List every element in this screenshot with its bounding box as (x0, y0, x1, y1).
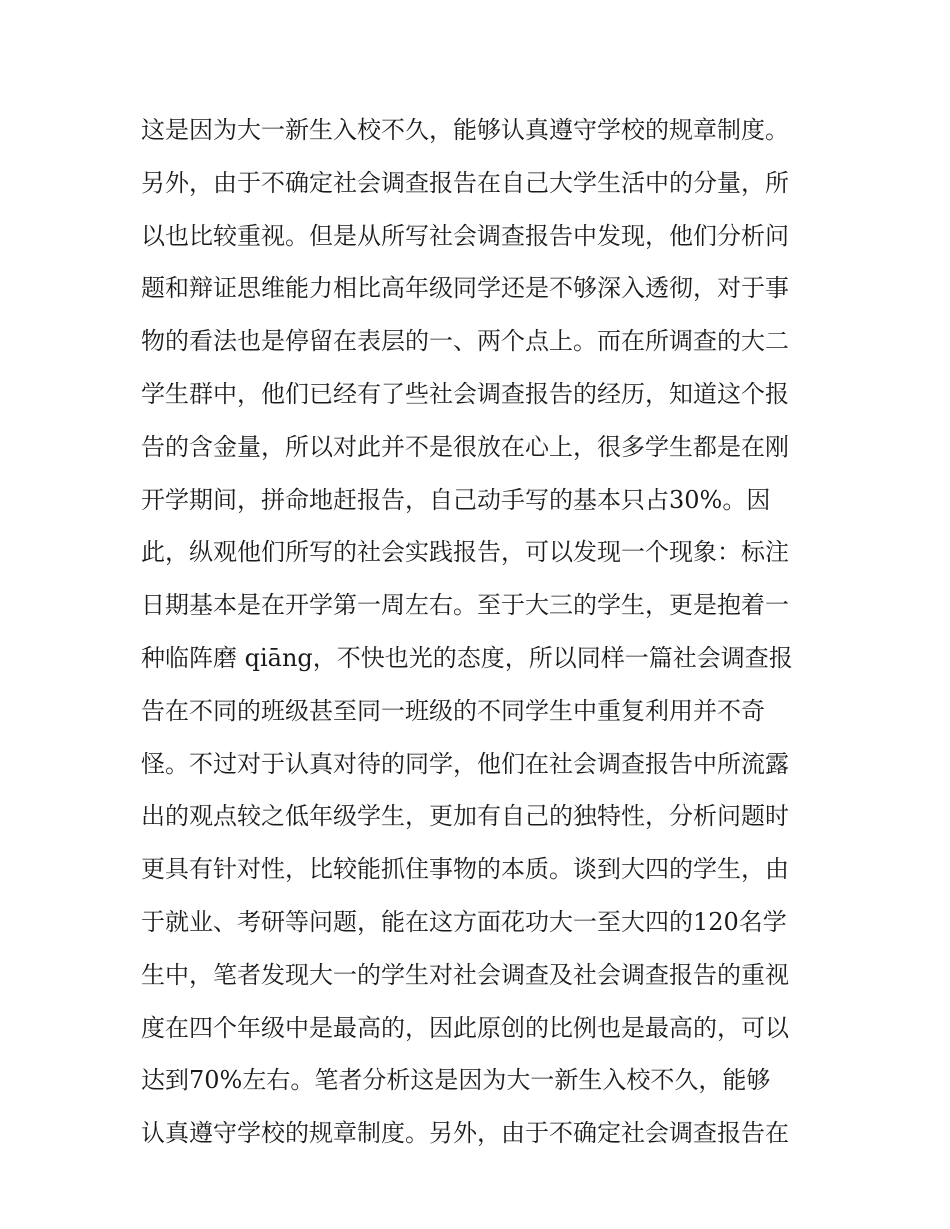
text-line: 怪。不过对于认真对待的同学，他们在社会调查报告中所流露 (141, 749, 789, 778)
text-line: 达到70%左右。笔者分析这是因为大一新生入校不久，能够 (141, 1066, 771, 1095)
text-line: 告在不同的班级甚至同一班级的不同学生中重复利用并不奇 (141, 696, 765, 725)
text-line: 另外，由于不确定社会调查报告在自己大学生活中的分量，所 (141, 168, 789, 197)
text-line: 题和辩证思维能力相比高年级同学还是不够深入透彻，对于事 (141, 274, 789, 303)
text-line: 告的含金量，所以对此并不是很放在心上，很多学生都是在刚 (141, 432, 789, 461)
text-line: 此，纵观他们所写的社会实践报告，可以发现一个现象：标注 (141, 538, 789, 567)
text-line: 日期基本是在开学第一周左右。至于大三的学生，更是抱着一 (141, 591, 789, 620)
text-line: 学生群中，他们已经有了些社会调查报告的经历，知道这个报 (141, 379, 789, 408)
text-line: 出的观点较之低年级学生，更加有自己的独特性，分析问题时 (141, 802, 789, 831)
text-line: 种临阵磨 qiāng，不快也光的态度，所以同样一篇社会调查报 (141, 643, 793, 672)
text-line: 于就业、考研等问题，能在这方面花功大一至大四的120名学 (141, 907, 787, 936)
body-text (141, 104, 841, 1160)
text-line: 以也比较重视。但是从所写社会调查报告中发现，他们分析问 (141, 221, 789, 250)
text-line: 这是因为大一新生入校不久，能够认真遵守学校的规章制度。 (141, 116, 789, 144)
text-line: 认真遵守学校的规章制度。另外，由于不确定社会调查报告在 (141, 1119, 789, 1148)
text-line: 生中，笔者发现大一的学生对社会调查及社会调查报告的重视 (141, 960, 789, 989)
text-line: 更具有针对性，比较能抓住事物的本质。谈到大四的学生，由 (141, 855, 789, 884)
text-line: 开学期间，拼命地赶报告，自己动手写的基本只占30%。因 (141, 485, 771, 514)
text-line: 物的看法也是停留在表层的一、两个点上。而在所调查的大二 (141, 327, 789, 356)
text-line: 度在四个年级中是最高的，因此原创的比例也是最高的，可以 (141, 1013, 789, 1042)
